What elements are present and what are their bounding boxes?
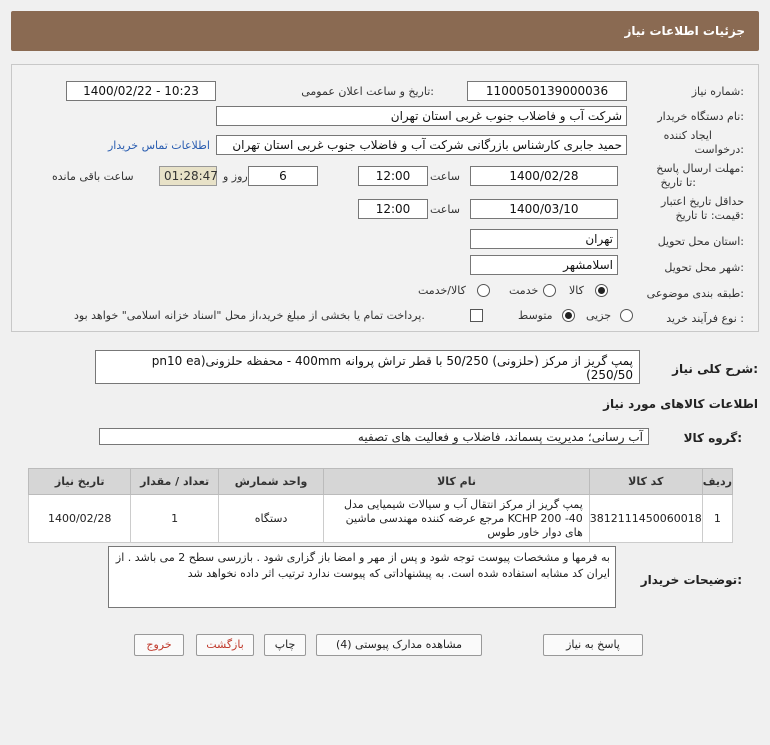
- cell-row: 1: [702, 495, 732, 543]
- cell-qty: 1: [131, 495, 219, 543]
- contact-info-link[interactable]: اطلاعات تماس خریدار: [108, 139, 210, 152]
- validity-date-field: 1400/03/10: [470, 199, 618, 219]
- summary-label: شرح کلی نیاز:: [672, 362, 758, 376]
- process-option-medium: متوسط: [518, 309, 553, 322]
- category-radio-goods[interactable]: [595, 284, 608, 297]
- back-button[interactable]: بازگشت: [196, 634, 254, 656]
- need-number-field: 1100050139000036: [467, 81, 627, 101]
- category-option-goods: کالا: [569, 284, 584, 297]
- creator-field: حمید جابری کارشناس بازرگانی شرکت آب و فاضلاب جنوب غربی استان تهران: [216, 135, 627, 155]
- deadline-time-field: 12:00: [358, 166, 428, 186]
- treasury-payment-note: پرداخت تمام یا بخشی از مبلغ خرید،از محل "اسناد خزانه اسلامی" خواهد بود.: [74, 309, 425, 322]
- validity-label-1: حداقل تاریخ اعتبار: [660, 195, 744, 208]
- exit-button[interactable]: خروج: [134, 634, 184, 656]
- details-panel: [11, 64, 759, 332]
- page-header: [11, 11, 759, 51]
- city-field: اسلامشهر: [470, 255, 618, 275]
- column-header-row: ردیف: [702, 469, 732, 495]
- announce-field: 1400/02/22 - 10:23: [66, 81, 216, 101]
- goods-table-header: [29, 469, 733, 495]
- category-option-service: خدمت: [509, 284, 539, 297]
- buyer-notes-label: توضیحات خریدار:: [640, 573, 742, 587]
- table-row: [29, 495, 733, 543]
- remaining-label: ساعت باقی مانده: [52, 170, 134, 183]
- page-title: جزئیات اطلاعات نیاز: [624, 24, 745, 38]
- goods-group-label: گروه کالا:: [683, 431, 742, 445]
- goods-section-title: اطلاعات کالاهای مورد نیاز: [603, 397, 758, 411]
- print-button[interactable]: چاپ: [264, 634, 306, 656]
- province-label: استان محل تحویل:: [657, 235, 744, 248]
- summary-field: پمپ گریز از مرکز (حلزونی) 50/250 با قطر تراش پروانه 400mm - محفظه حلزونی(pn10 ea 250/50): [95, 350, 640, 384]
- deadline-time-label: ساعت: [430, 170, 460, 183]
- cell-date: 1400/02/28: [29, 495, 131, 543]
- deadline-date-field: 1400/02/28: [470, 166, 618, 186]
- validity-time-label: ساعت: [430, 203, 460, 216]
- category-radio-both[interactable]: [477, 284, 490, 297]
- need-number-label: شماره نیاز:: [691, 85, 744, 98]
- category-label: طبقه بندی موضوعی:: [646, 287, 744, 300]
- creator-label-2: درخواست:: [694, 143, 744, 156]
- column-header-qty: تعداد / مقدار: [131, 469, 219, 495]
- remaining-timer: 01:28:47: [159, 166, 217, 186]
- cell-code: 3812111450060018: [589, 495, 702, 543]
- process-option-minor: جزیی: [586, 309, 612, 322]
- process-label: نوع فرآیند خرید :: [666, 312, 744, 325]
- cell-name: پمپ گریز از مرکز انتقال آب و سیالات شیمیایی مدل KCHP 200 -40 مرجع عرضه کننده مهندسی ماشین های دوار خاور طوس: [324, 495, 590, 543]
- column-header-unit: واحد شمارش: [218, 469, 323, 495]
- category-radio-service[interactable]: [543, 284, 556, 297]
- reply-button[interactable]: پاسخ به نیاز: [543, 634, 643, 656]
- creator-label-1: ایجاد کننده: [663, 129, 712, 142]
- city-label: شهر محل تحویل:: [664, 261, 744, 274]
- column-header-name: نام کالا: [324, 469, 590, 495]
- column-header-code: کد کالا: [589, 469, 702, 495]
- cell-unit: دستگاه: [218, 495, 323, 543]
- days-field: 6: [248, 166, 318, 186]
- buyer-org-label: نام دستگاه خریدار:: [657, 110, 744, 123]
- deadline-label-1: مهلت ارسال پاسخ:: [656, 162, 744, 175]
- column-header-date: تاریخ نیاز: [29, 469, 131, 495]
- buyer-org-field: شرکت آب و فاضلاب جنوب غربی استان تهران: [216, 106, 627, 126]
- attachments-button[interactable]: مشاهده مدارک پیوستی (4): [316, 634, 482, 656]
- process-radio-minor[interactable]: [620, 309, 633, 322]
- announce-label: تاریخ و ساعت اعلان عمومی:: [301, 85, 434, 98]
- deadline-label-2: تا تاریخ:: [660, 176, 696, 189]
- category-option-both: کالا/خدمت: [418, 284, 466, 297]
- validity-time-field: 12:00: [358, 199, 428, 219]
- treasury-payment-checkbox[interactable]: [470, 309, 483, 322]
- validity-label-2: قیمت: تا تاریخ:: [675, 209, 744, 222]
- process-radio-medium[interactable]: [562, 309, 575, 322]
- province-field: تهران: [470, 229, 618, 249]
- buyer-notes-field: به فرمها و مشخصات پیوست توجه شود و پس از مهر و امضا باز گزاری شود . بازرسی سطح 2 می باشد . از ایران کد مشابه استفاده شده است. به پیشنهاداتی که پیوست ندارد ترتیب اثر داده نخواهد شد: [108, 546, 616, 608]
- days-label: روز و: [223, 170, 248, 183]
- goods-group-field: آب رسانی؛ مدیریت پسماند، فاضلاب و فعالیت های تصفیه: [99, 428, 649, 445]
- goods-table: [28, 468, 733, 543]
